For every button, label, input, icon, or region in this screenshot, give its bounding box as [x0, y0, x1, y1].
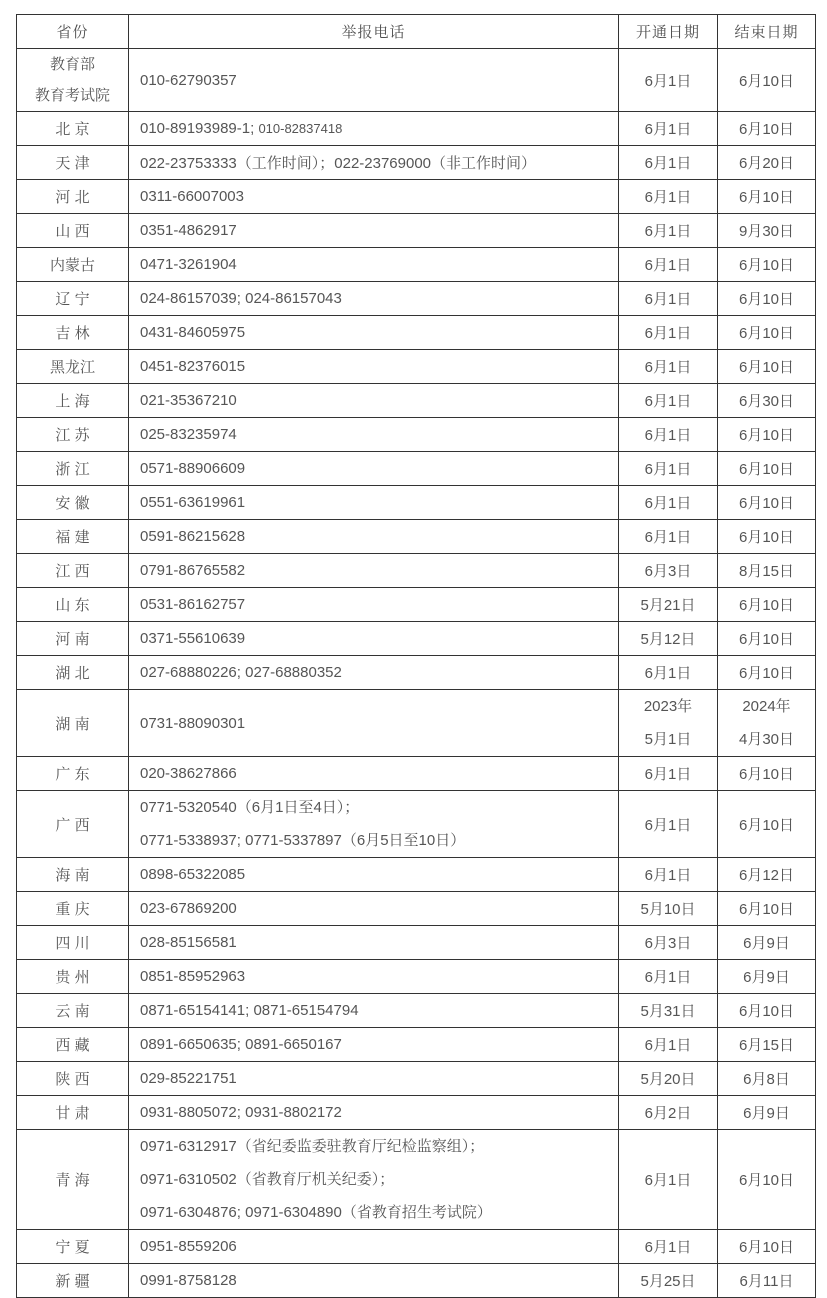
end-date-cell: 6月12日: [718, 858, 816, 892]
table-row: [17, 858, 816, 892]
start-date-cell: 6月1日: [619, 656, 718, 690]
phone-cell: 021-35367210: [129, 384, 619, 418]
end-date-cell: 6月15日: [718, 1028, 816, 1062]
start-date-cell: 5月25日: [619, 1264, 718, 1298]
table-row: [17, 757, 816, 791]
phone-cell: 0311-66007003: [129, 180, 619, 214]
start-date-cell: 5月12日: [619, 622, 718, 656]
start-date-cell: 6月1日: [619, 350, 718, 384]
end-date-line: 4月30日: [738, 731, 795, 748]
start-date-cell: 6月1日: [619, 791, 718, 858]
col-header-end-date: 结束日期: [718, 15, 816, 49]
start-date-cell: 6月3日: [619, 926, 718, 960]
start-date-cell: 6月1日: [619, 112, 718, 146]
phone-line: 0971-6312917（省纪委监委驻教育厅纪检监察组）；: [140, 1138, 485, 1155]
phone-cell: 0571-88906609: [129, 452, 619, 486]
phone-cell: 0851-85952963: [129, 960, 619, 994]
end-date-cell: 6月10日: [718, 282, 816, 316]
end-date-cell: 6月10日: [718, 520, 816, 554]
phone-cell: 025-83235974: [129, 418, 619, 452]
start-date-cell: 6月1日: [619, 757, 718, 791]
start-date-cell: 6月1日: [619, 1130, 718, 1230]
col-header-start-date: 开通日期: [619, 15, 718, 49]
end-date-cell: 6月10日: [718, 588, 816, 622]
end-date-cell: 6月10日: [718, 316, 816, 350]
phone-cell: 0731-88090301: [129, 690, 619, 757]
end-date-cell: 6月10日: [718, 757, 816, 791]
province-cell: 新 疆: [17, 1264, 129, 1298]
province-cell: 安 徽: [17, 486, 129, 520]
end-date-cell: 6月10日: [718, 622, 816, 656]
phone-cell: [129, 1130, 619, 1230]
header-row: [17, 15, 816, 49]
col-header-phone: 举报电话: [129, 15, 619, 49]
table-row: [17, 1130, 816, 1230]
end-date-cell: 6月9日: [718, 960, 816, 994]
table-row: [17, 1096, 816, 1130]
table-row: [17, 384, 816, 418]
province-cell: 西 藏: [17, 1028, 129, 1062]
phone-cell: 0931-8805072; 0931-8802172: [129, 1096, 619, 1130]
phone-cell: 023-67869200: [129, 892, 619, 926]
end-date-cell: 6月9日: [718, 1096, 816, 1130]
table-row: [17, 316, 816, 350]
end-date-cell: 6月10日: [718, 656, 816, 690]
phone-cell: 010-62790357: [129, 49, 619, 112]
table-row: [17, 994, 816, 1028]
table-row: [17, 146, 816, 180]
province-cell: 青 海: [17, 1130, 129, 1230]
start-date-cell: 6月3日: [619, 554, 718, 588]
start-date-cell: 5月10日: [619, 892, 718, 926]
table-row: [17, 418, 816, 452]
table-row: [17, 112, 816, 146]
end-date-cell: 8月15日: [718, 554, 816, 588]
start-date-cell: 6月1日: [619, 486, 718, 520]
phone-cell: 0871-65154141; 0871-65154794: [129, 994, 619, 1028]
phone-cell: 0551-63619961: [129, 486, 619, 520]
table-row: [17, 690, 816, 757]
phone-number-small: 010-82837418: [258, 121, 343, 136]
province-cell: 北 京: [17, 112, 129, 146]
table-row: [17, 520, 816, 554]
province-cell: 海 南: [17, 858, 129, 892]
phone-cell: 028-85156581: [129, 926, 619, 960]
end-date-cell: 6月10日: [718, 112, 816, 146]
end-date-line: 2024年: [742, 698, 791, 715]
start-date-cell: 6月2日: [619, 1096, 718, 1130]
start-date-cell: 6月1日: [619, 858, 718, 892]
phone-cell: 027-68880226; 027-68880352: [129, 656, 619, 690]
table-row: [17, 1028, 816, 1062]
table-row: [17, 452, 816, 486]
end-date-cell: 6月10日: [718, 49, 816, 112]
province-cell: 贵 州: [17, 960, 129, 994]
province-cell: 吉 林: [17, 316, 129, 350]
start-date-cell: 5月20日: [619, 1062, 718, 1096]
start-date-cell: 6月1日: [619, 248, 718, 282]
phone-cell: 022-23753333（工作时间）；022-23769000（非工作时间）: [129, 146, 619, 180]
start-date-cell: 6月1日: [619, 282, 718, 316]
province-cell: 甘 肃: [17, 1096, 129, 1130]
end-date-cell: [718, 690, 816, 757]
phone-cell: 024-86157039; 024-86157043: [129, 282, 619, 316]
start-date-cell: 6月1日: [619, 316, 718, 350]
phone-line: 0771-5338937; 0771-5337897（6月5日至10日）: [140, 832, 466, 849]
table-row: [17, 588, 816, 622]
start-date-cell: 6月1日: [619, 418, 718, 452]
province-cell: 上 海: [17, 384, 129, 418]
province-cell: 河 南: [17, 622, 129, 656]
start-date-cell: 6月1日: [619, 146, 718, 180]
province-cell: 辽 宁: [17, 282, 129, 316]
end-date-cell: 6月10日: [718, 1130, 816, 1230]
start-date-cell: 6月1日: [619, 1028, 718, 1062]
phone-cell: 0371-55610639: [129, 622, 619, 656]
phone-cell: 0898-65322085: [129, 858, 619, 892]
province-cell: 山 西: [17, 214, 129, 248]
province-cell: 陕 西: [17, 1062, 129, 1096]
province-cell: [17, 49, 129, 112]
table-row: [17, 248, 816, 282]
page: [0, 14, 827, 1291]
end-date-cell: 6月10日: [718, 248, 816, 282]
start-date-cell: 6月1日: [619, 960, 718, 994]
report-phone-table: [16, 14, 816, 1298]
phone-number: 010-89193989-1;: [140, 120, 259, 137]
table-row: [17, 282, 816, 316]
end-date-cell: 6月10日: [718, 180, 816, 214]
phone-line: 0971-6310502（省教育厅机关纪委）；: [140, 1171, 395, 1188]
province-cell: 山 东: [17, 588, 129, 622]
phone-cell: [129, 791, 619, 858]
province-cell: 福 建: [17, 520, 129, 554]
province-line: 教育考试院: [34, 87, 110, 104]
table-row: [17, 656, 816, 690]
start-date-cell: 5月21日: [619, 588, 718, 622]
phone-cell: 0791-86765582: [129, 554, 619, 588]
table-row: [17, 214, 816, 248]
end-date-cell: 6月20日: [718, 146, 816, 180]
end-date-cell: 6月10日: [718, 1230, 816, 1264]
end-date-cell: 6月8日: [718, 1062, 816, 1096]
province-cell: 天 津: [17, 146, 129, 180]
province-cell: 宁 夏: [17, 1230, 129, 1264]
start-date-cell: 6月1日: [619, 452, 718, 486]
start-date-line: 2023年: [643, 698, 693, 715]
end-date-cell: 6月11日: [718, 1264, 816, 1298]
start-date-cell: 6月1日: [619, 180, 718, 214]
phone-cell: 0891-6650635; 0891-6650167: [129, 1028, 619, 1062]
start-date-cell: 6月1日: [619, 49, 718, 112]
phone-cell: 0351-4862917: [129, 214, 619, 248]
end-date-cell: 6月10日: [718, 418, 816, 452]
phone-cell: 029-85221751: [129, 1062, 619, 1096]
table-row: [17, 926, 816, 960]
province-cell: 江 西: [17, 554, 129, 588]
start-date-line: 5月1日: [644, 731, 692, 748]
province-cell: 河 北: [17, 180, 129, 214]
table-row: [17, 1264, 816, 1298]
phone-cell: 0591-86215628: [129, 520, 619, 554]
end-date-cell: 6月9日: [718, 926, 816, 960]
province-cell: 内蒙古: [17, 248, 129, 282]
table-row: [17, 892, 816, 926]
province-cell: 湖 北: [17, 656, 129, 690]
province-cell: 重 庆: [17, 892, 129, 926]
province-line: 教育部: [49, 56, 95, 73]
table-row: [17, 622, 816, 656]
end-date-cell: 6月10日: [718, 452, 816, 486]
start-date-cell: 5月31日: [619, 994, 718, 1028]
table-row: [17, 1062, 816, 1096]
province-cell: 广 东: [17, 757, 129, 791]
end-date-cell: 6月10日: [718, 486, 816, 520]
start-date-cell: 6月1日: [619, 520, 718, 554]
phone-cell: 0951-8559206: [129, 1230, 619, 1264]
start-date-cell: 6月1日: [619, 214, 718, 248]
phone-cell: 0451-82376015: [129, 350, 619, 384]
phone-cell: [129, 112, 619, 146]
phone-cell: 0531-86162757: [129, 588, 619, 622]
province-cell: 湖 南: [17, 690, 129, 757]
table-row: [17, 960, 816, 994]
phone-line: 0771-5320540（6月1日至4日）；: [140, 799, 360, 816]
table-row: [17, 350, 816, 384]
province-cell: 云 南: [17, 994, 129, 1028]
province-cell: 浙 江: [17, 452, 129, 486]
end-date-cell: 6月10日: [718, 892, 816, 926]
table-row: [17, 486, 816, 520]
end-date-cell: 6月30日: [718, 384, 816, 418]
start-date-cell: 6月1日: [619, 384, 718, 418]
phone-cell: 0431-84605975: [129, 316, 619, 350]
start-date-cell: [619, 690, 718, 757]
province-cell: 广 西: [17, 791, 129, 858]
col-header-province: 省份: [17, 15, 129, 49]
phone-cell: 0471-3261904: [129, 248, 619, 282]
province-cell: 黑龙江: [17, 350, 129, 384]
end-date-cell: 6月10日: [718, 791, 816, 858]
table-row: [17, 554, 816, 588]
province-cell: 江 苏: [17, 418, 129, 452]
start-date-cell: 6月1日: [619, 1230, 718, 1264]
phone-line: 0971-6304876; 0971-6304890（省教育招生考试院）: [140, 1204, 492, 1221]
table-row: [17, 791, 816, 858]
phone-cell: 020-38627866: [129, 757, 619, 791]
table-row: [17, 180, 816, 214]
table-row: [17, 49, 816, 112]
end-date-cell: 6月10日: [718, 350, 816, 384]
end-date-cell: 6月10日: [718, 994, 816, 1028]
table-row: [17, 1230, 816, 1264]
province-cell: 四 川: [17, 926, 129, 960]
phone-cell: 0991-8758128: [129, 1264, 619, 1298]
end-date-cell: 9月30日: [718, 214, 816, 248]
